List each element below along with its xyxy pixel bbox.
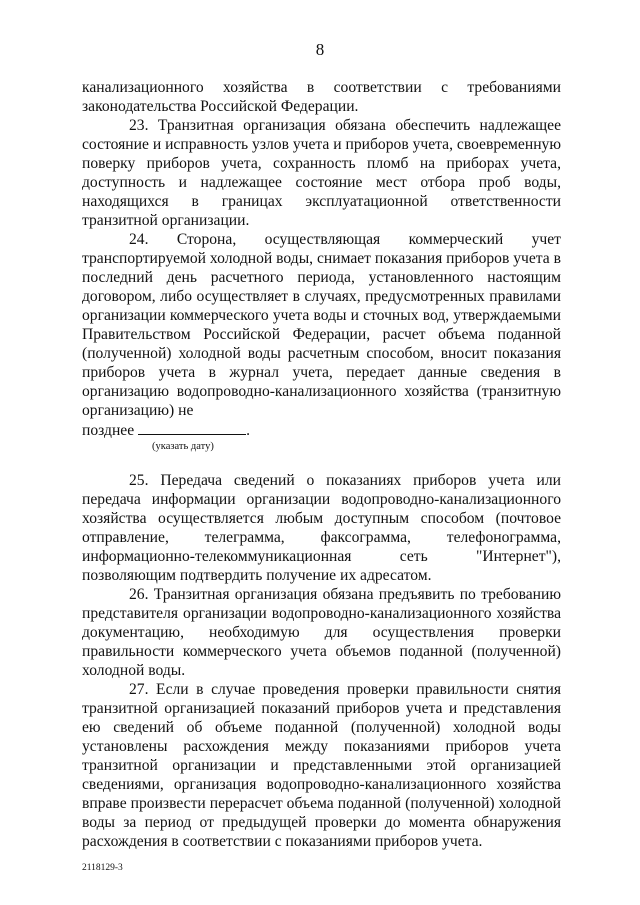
date-line-label: позднее (82, 422, 135, 439)
paragraph-continuation: канализационного хозяйства в соответствии с требованиями законодательства Российской Федерации. (82, 79, 561, 115)
date-line (82, 420, 561, 452)
paragraph-23: 23. Транзитная организация обязана обеспечить надлежащее состояние и исправность узлов учета и приборов учета, своевременную поверку приборов учета, сохранность пломб на приборах учета, доступность и надлежащее состояние мест отбора проб воды, находящихся в границах эксплуатационной ответственности транзитной организации. (82, 117, 561, 229)
paragraph-26: 26. Транзитная организация обязана предъявить по требованию представителя организации водопроводно-канализационного хозяйства документацию, необходимую для осуществления проверки правильности коммерческого учета объемов поданной (полученной) холодной воды. (82, 586, 561, 679)
date-blank (138, 420, 246, 435)
date-hint: (указать дату) (152, 441, 214, 452)
paragraph-27: 27. Если в случае проведения проверки правильности снятия транзитной организацией показаний приборов учета и представления ею сведений об объеме поданной (полученной) холодной воды установлены расхождения между показаниями приборов учета транзитной организации и представленными этой организацией сведениями, организация водопроводно-канализационного хозяйства вправе произвести перерасчет объема поданной (полученной) холодной воды за период от предыдущей проверки до момента обнаружения расхождения в соответствии с показаниями приборов учета. (82, 681, 561, 850)
page-number: 8 (315, 40, 325, 59)
date-line-end: . (246, 422, 250, 439)
paragraph-25: 25. Передача сведений о показаниях приборов учета или передача информации организации водопроводно-канализационного хозяйства осуществляется любым доступным способом (почтовое отправление, телеграмма, факсограмма, телефонограмма, информационно-телекоммуникационная сеть "Интернет"), позволяющим подтвердить получение их адресатом. (82, 472, 561, 584)
document-body (82, 78, 561, 851)
paragraph-24: 24. Сторона, осуществляющая коммерческий учет транспортируемой холодной воды, снимает показания приборов учета в последний день расчетного периода, установленного настоящим договором, либо осуществляет в случаях, предусмотренных правилами организации коммерческого учета воды и сточных вод, утверждаемыми Правительством Российской Федерации, расчет объема поданной (полученной) холодной воды расчетным способом, вносит показания приборов учета в журнал учета, передает данные сведения в организацию водопроводно-канализационного хозяйства (транзитную организацию) не (82, 231, 561, 419)
document-code: 2118129-3 (82, 863, 123, 873)
